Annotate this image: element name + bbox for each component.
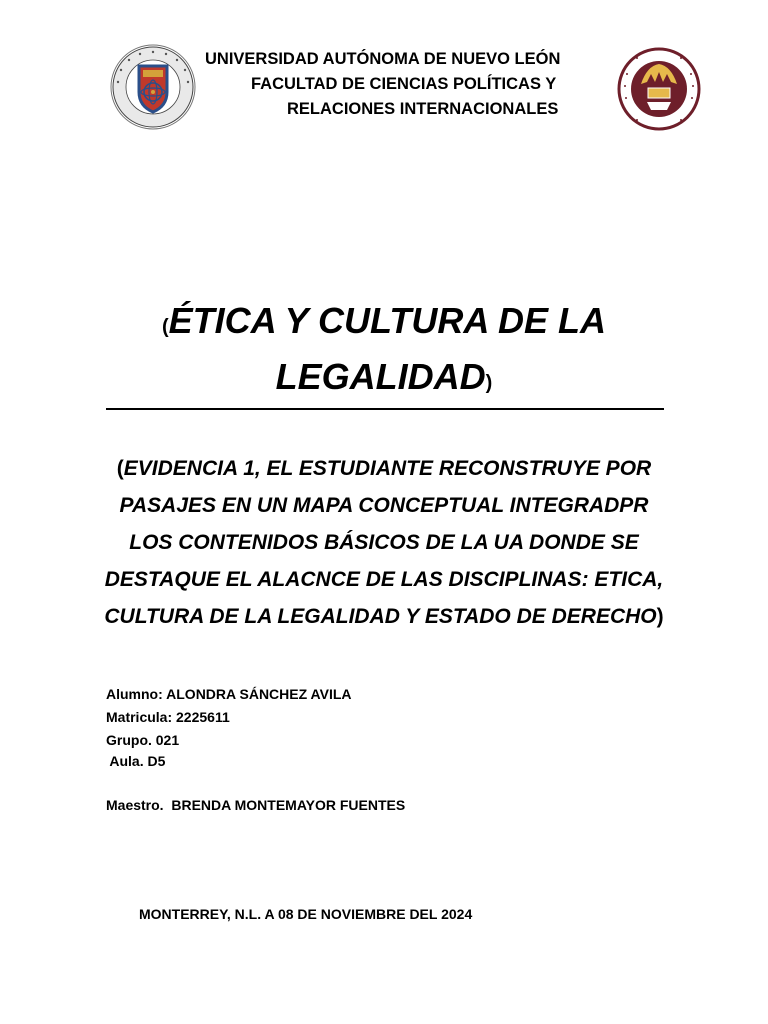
place-and-date: MONTERREY, N.L. A 08 DE NOVIEMBRE DEL 2024 bbox=[139, 906, 473, 922]
student-classroom: Aula. D5 bbox=[106, 753, 166, 769]
title-underline bbox=[106, 408, 664, 410]
assignment-line5 bbox=[0, 605, 768, 629]
university-name: UNIVERSIDAD AUTÓNOMA DE NUEVO LEÓN bbox=[205, 50, 561, 68]
student-id: Matricula: 2225611 bbox=[106, 709, 230, 725]
document-title-line1 bbox=[0, 300, 768, 342]
assignment-line4: DESTAQUE EL ALACNCE DE LAS DISCIPLINAS: ETICA, bbox=[104, 568, 664, 591]
student-name: Alumno: ALONDRA SÁNCHEZ AVILA bbox=[106, 686, 352, 702]
faculty-name-line2: RELACIONES INTERNACIONALES bbox=[287, 100, 559, 118]
uanl-seal-logo bbox=[110, 44, 196, 130]
title-text-line1: ÉTICA Y CULTURA DE LA bbox=[168, 300, 606, 341]
subtitle-text-line1: EVIDENCIA 1, EL ESTUDIANTE RECONSTRUYE POR bbox=[123, 457, 652, 480]
subtitle-text-line5: CULTURA DE LA LEGALIDAD Y ESTADO DE DERECHO bbox=[104, 605, 657, 628]
title-open-paren: ( bbox=[161, 316, 169, 338]
teacher-name: Maestro. BRENDA MONTEMAYOR FUENTES bbox=[106, 797, 406, 813]
student-group: Grupo. 021 bbox=[106, 732, 180, 748]
assignment-line3: LOS CONTENIDOS BÁSICOS DE LA UA DONDE SE bbox=[129, 531, 639, 554]
title-text-line2: LEGALIDAD bbox=[275, 356, 486, 397]
title-close-paren: ) bbox=[485, 372, 493, 394]
document-title-line2 bbox=[0, 356, 768, 398]
subtitle-close-paren: ) bbox=[656, 605, 664, 628]
fcpri-seal-logo bbox=[617, 44, 701, 134]
assignment-line2: PASAJES EN UN MAPA CONCEPTUAL INTEGRADPR bbox=[119, 494, 649, 517]
assignment-line1 bbox=[0, 457, 768, 481]
faculty-name-line1: FACULTAD DE CIENCIAS POLÍTICAS Y bbox=[251, 75, 557, 93]
subtitle-open-paren: ( bbox=[116, 457, 124, 480]
